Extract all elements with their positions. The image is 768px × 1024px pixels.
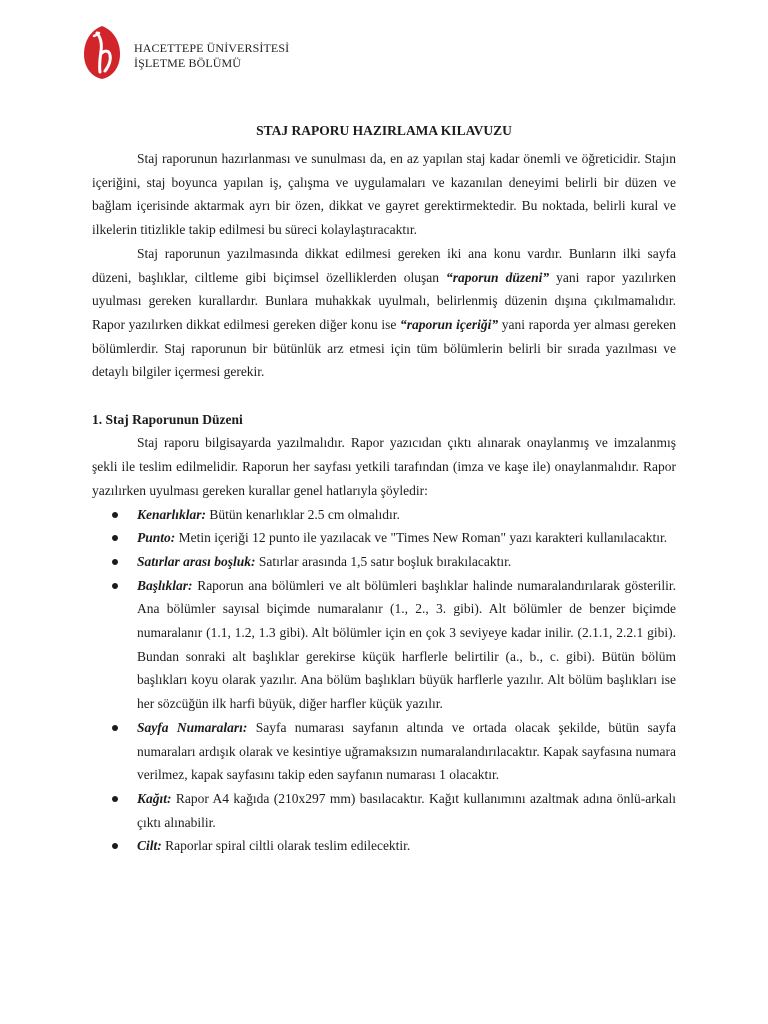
paragraph-spacer (92, 384, 676, 408)
hacettepe-logo (82, 24, 122, 80)
quote-raporun-duzeni: “raporun düzeni” (446, 269, 550, 285)
rules-list (92, 503, 676, 859)
bullet-icon (112, 583, 118, 589)
document-title: STAJ RAPORU HAZIRLAMA KILAVUZU (256, 123, 512, 138)
list-item-cilt: Cilt: Raporlar spiral ciltli olarak teslim edilecektir. (92, 834, 676, 858)
list-item-kenarliklar: Kenarlıklar: Bütün kenarlıklar 2.5 cm olmalıdır. (92, 503, 676, 527)
list-item-kagit: Kağıt: Rapor A4 kağıda (210x297 mm) basılacaktır. Kağıt kullanımını azaltmak adına önlü-arkalı çıktı alınabilir. (92, 787, 676, 834)
bullet-icon (112, 535, 118, 541)
bullet-icon (112, 796, 118, 802)
list-item-sayfa-numaralari: Sayfa Numaraları: Sayfa numarası sayfanın altında ve ortada olacak şekilde, bütün sayfa numaraları ardışık olarak ve kesintiye uğramaksızın numaralandırılacaktır. Kapak sayfasına numara verilmez, kapak sayfasını takip eden sayfanın numarası 1 olacaktır. (92, 716, 676, 787)
bullet-icon (112, 725, 118, 731)
bullet-icon (112, 512, 118, 518)
section-heading-1: 1. Staj Raporunun Düzeni (92, 411, 243, 427)
list-item-punto: Punto: Metin içeriği 12 punto ile yazılacak ve "Times New Roman" yazı karakteri kullanılacaktır. (92, 526, 676, 550)
intro-p2-part3: yani raporda yer alması gereken bölümlerdir. Staj raporunun bir bütünlük arz etmesi için tüm bölümlerin belirli bir sırada yazılması ve detaylı bilgiler içermesi gerekir. (92, 316, 677, 380)
quote-raporun-icerigi: “raporun içeriği” (400, 316, 499, 332)
bullet-icon (112, 559, 118, 565)
intro-paragraph-1: Staj raporunun hazırlanması ve sunulması da, en az yapılan staj kadar önemli ve öğreticidir. Stajın içeriğini, staj boyunca yapılan iş, çalışma ve uygulamaları ve kazanılan deneyimi belirli bir düzen ve bağlam içerisinde aktarmak ayrı bir özen, dikkat ve gayret gerektirmektedir. Bu noktada, belirli kural ve ilkelerin titizlikle takip edilmesi bu süreci kolaylaştıracaktır. (92, 151, 676, 238)
university-name: HACETTEPE ÜNİVERSİTESİ (134, 41, 290, 55)
list-item-basliklar: Başlıklar: Raporun ana bölümleri ve alt bölümleri başlıklar halinde numaralandırılarak gösterilir. Ana bölümler sayısal biçimde numaralanır (1., 2., 3. gibi). Alt bölümler de benzer biçimde numaralanır (1.1, 1.2, 1.3 gibi). Alt bölümler için en çok 3 seviyeye kadar inilir. (2.1.1, 2.2.1 gibi). Bundan sonraki alt başlıklar gerekirse küçük harflerle belirtilir (a., b., c. gibi). Bütün bölüm başlıkları koyu olarak yazılır. Ana bölüm başlıkları büyük harflerle yazılır. Alt bölüm başlıkları ise her sözcüğün ilk harfi büyük, diğer harfler küçük yazılır. (92, 574, 676, 716)
list-item-satir-araligi: Satırlar arası boşluk: Satırlar arasında 1,5 satır boşluk bırakılacaktır. (92, 550, 676, 574)
bullet-icon (112, 843, 118, 849)
intro-paragraph-2 (92, 242, 676, 384)
document-body (92, 147, 676, 858)
department-name: İŞLETME BÖLÜMÜ (134, 56, 242, 70)
intro-p2-part1: Staj raporunun yazılmasında dikkat edilmesi gereken iki ana konu vardır. Bunların ilki sayfa düzeni, başlıklar, ciltleme gibi biçimsel özelliklerden oluşan (92, 245, 676, 285)
section-1-paragraph: Staj raporu bilgisayarda yazılmalıdır. Rapor yazıcıdan çıktı alınarak onaylanmış ve imzalanmış şekli ile teslim edilmelidir. Raporun her sayfası yetkili tarafından (imza ve kaşe ile) onaylanmalıdır. Rapor yazılırken uyulması gereken kurallar genel hatlarıyla şöyledir: (92, 435, 676, 498)
intro-p2-part2: yani rapor yazılırken uyulması gereken kurallardır. Bunlara muhakkak uyulmalı, belirlenmiş düzenin dışına çıkılmamalıdır. Rapor yazılırken dikkat edilmesi gereken diğer konu ise (92, 269, 676, 332)
institution-name (134, 41, 289, 71)
